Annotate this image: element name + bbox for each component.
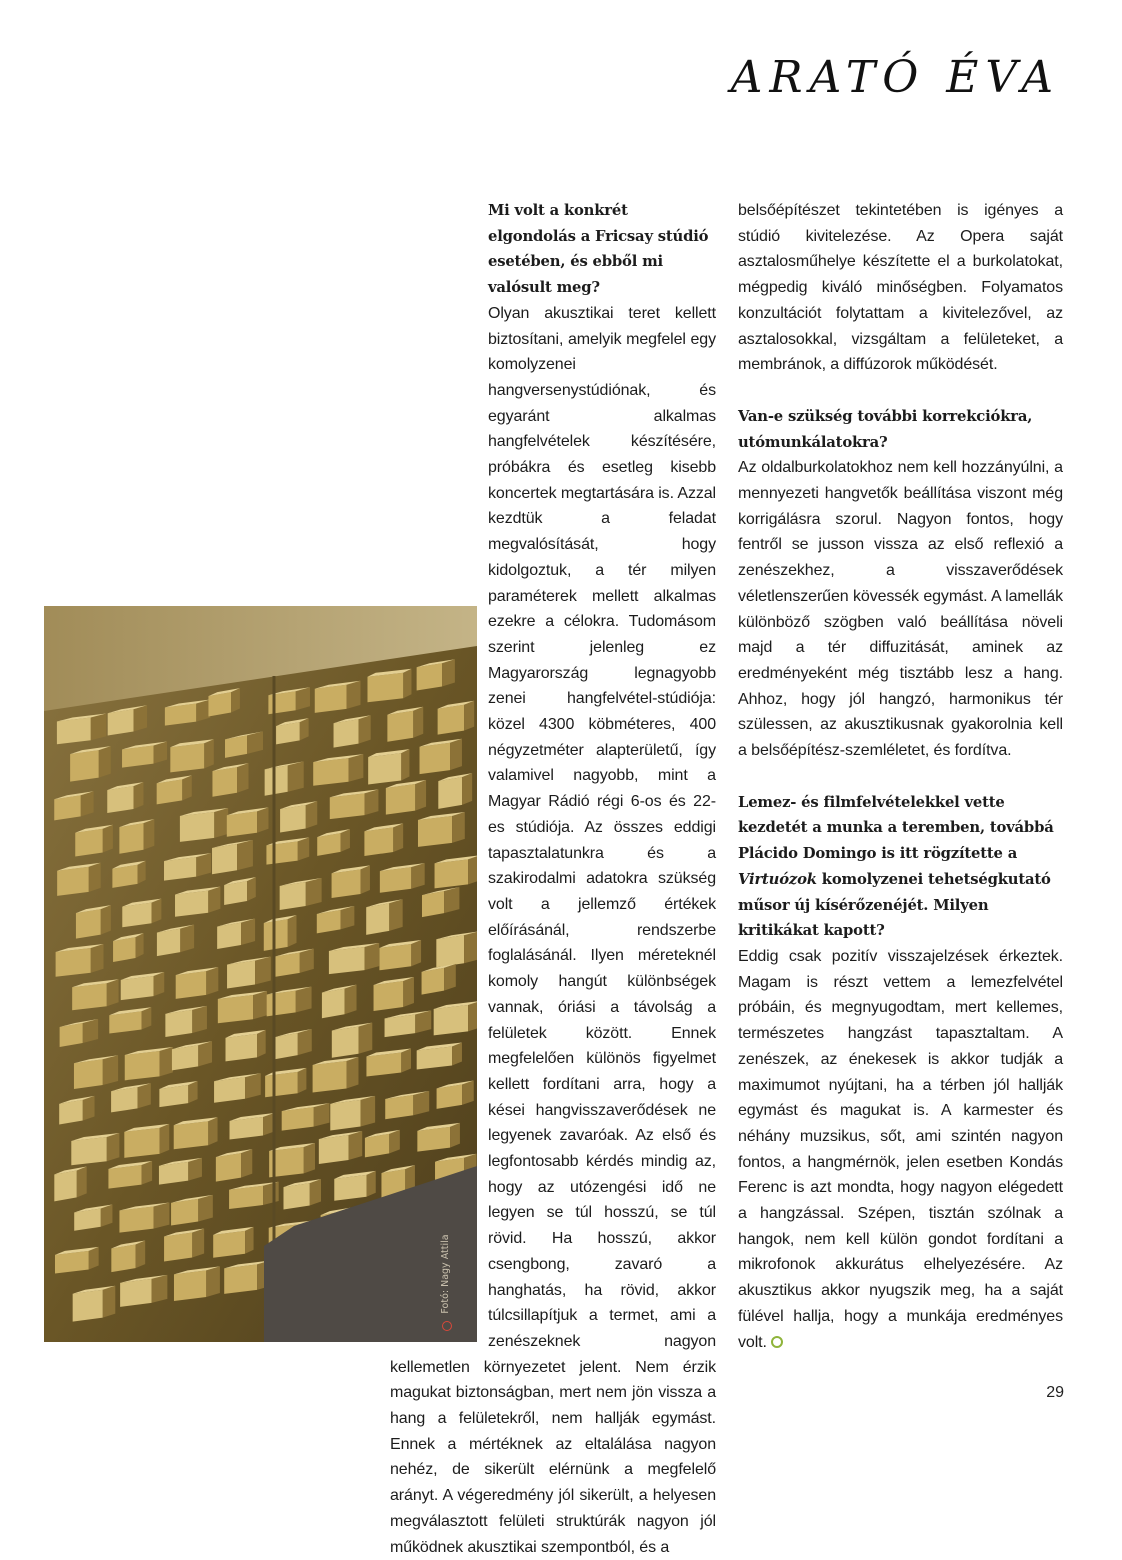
diffuser-block bbox=[136, 933, 144, 958]
diffuser-block bbox=[59, 1100, 83, 1125]
answer-2: Az oldalburkolatokhoz nem kell hozzányúlni, a mennyezeti hangvetők beállítása viszont még korrigálásra szorul. Nagyon fontos, hogy fentről se jusson vissza az első reflexió a zenészekhez, a visszaverődések véletlenszerűen kövessék egymást. A lamellák különböző szögben való beállítása növeli majd a tér diffuzitását, aminek az eredményeként még tisztább lesz a hang. Ahhoz, hogy jól hangzó, harmonikus tér szülessen, az akusztikusnak gyakorolnia kell a belsőépítész-szemléletet, és fordítva. bbox=[738, 459, 1063, 760]
diffuser-block bbox=[319, 1135, 349, 1164]
diffuser-block bbox=[103, 1055, 118, 1085]
diffuser-block bbox=[60, 1023, 83, 1047]
diffuser-block bbox=[265, 1072, 298, 1097]
diffuser-block bbox=[72, 983, 107, 1010]
photo-text-wrap bbox=[390, 601, 488, 1339]
diffuser-block bbox=[103, 1286, 116, 1318]
diffuser-block bbox=[83, 1096, 95, 1121]
diffuser-block bbox=[122, 903, 151, 928]
diffuser-block bbox=[214, 1077, 245, 1103]
diffuser-block bbox=[300, 949, 314, 973]
diffuser-block bbox=[314, 1103, 330, 1126]
diffuser-block bbox=[113, 937, 135, 962]
diffuser-block bbox=[213, 1231, 245, 1258]
diffuser-block bbox=[180, 925, 194, 952]
diffuser-block bbox=[212, 844, 237, 874]
diffuser-block bbox=[111, 1244, 135, 1272]
diffuser-block bbox=[120, 1279, 151, 1307]
diffuser-block bbox=[283, 1183, 309, 1209]
diffuser-block bbox=[208, 1117, 217, 1145]
diffuser-block bbox=[152, 1275, 168, 1303]
diffuser-block bbox=[226, 1034, 258, 1061]
diffuser-block bbox=[263, 1182, 279, 1205]
diffuser-block bbox=[54, 1171, 76, 1202]
diffuser-block bbox=[275, 1033, 297, 1059]
diffuser-block bbox=[257, 1030, 266, 1057]
diffuser-block bbox=[257, 807, 268, 832]
diffuser-block bbox=[54, 795, 81, 820]
diffuser-block bbox=[176, 971, 207, 999]
diffuser-block bbox=[241, 1149, 252, 1177]
diffuser-block bbox=[330, 793, 365, 819]
diffuser-block bbox=[164, 1232, 192, 1261]
diffuser-block bbox=[306, 801, 317, 828]
answer-3-text: Eddig csak pozitív visszajelzések érkeztek. Magam is részt vettem a lemezfelvétel próbáin, és megnyugodtam, mert kellemes, természetes hangzást tapasztaltam. A zenészek, az énekesek is akkor tudják a maximumot nyújtani, ha a térben jól hallják egymást és magukat is. A karmester és néhány muzsikus, sőt, ami szintén nagyon fontos, a hangmérnök, jelen esetben Kondás Ferenc is azt mondta, hogy nagyon elégedett a hangzással. Szépen, tisztán szólnak a hangok, nem kell külön gondot fordítani a mikrofonok akkurátus elhelyezésére. Az akusztikus akkor nyugszik meg, ha a saját fülével hallja, hogy a munkája eredményes volt. bbox=[738, 947, 1063, 1351]
diffuser-block bbox=[341, 906, 355, 929]
article-column-2 bbox=[738, 198, 1063, 1355]
diffuser-block bbox=[237, 763, 248, 793]
diffuser-block bbox=[198, 1041, 212, 1066]
diffuser-block bbox=[192, 1228, 204, 1257]
diffuser-block bbox=[366, 903, 389, 935]
diffuser-block bbox=[217, 923, 241, 949]
diffuser-block bbox=[89, 863, 101, 892]
answer-1: Olyan akusztikai teret kellett biztosítani, amelyik megfelel egy komolyzenei hangversenystúdiónak, és egyaránt alkalmas hangfelvételek készítésére, próbákra és esetleg kisebb koncertek megtartására is. Azzal kezdtük a feladat megvalósítását, hogy kidolgoztuk, a tér milyen paraméterek mellett alkalmas ezekre a célokra. Tudomásom szerint jelenleg ez Magyarország legnagyobb zenei hangfelvétel-stúdiója: közel 4300 köbméteres, 400 négyzetméter alapterületű, így valamivel nagyobb, mint a Magyar Rádió régi 6-os és 22-es stúdiója. Az összes eddigi tapasztalatunkra és a szakirodalmi adatokra szükség volt a jellemző értékek előírásánál, rendszerbe foglalásánál. Ilyen méreteknél komoly hangút különbségek vannak, óriási a távolság a felületek között. Ennek megfelelően különös figyelmet kellett fordítani arra, hogy a kései hangvisszaverődések ne legyenek zavaróak. Az első és legfontosabb kérdés mindig az, hogy az utózengési idő ne legyen se túl hosszú, se túl rövid. Ha hosszú, akkor csengbong, zavaró a hanghatás, ha rövid, akkor túlcsillapítjuk a termet, ami a zenészeknek nagyon kellemetlen környezetet jelent. Nem érzik magukat biztonságban, mert nem jön vissza a hang a felületekről, nem hallják egymást. Ennek a mértéknek az eltalálása nagyon nehéz, de sikerült elérnünk a megfelelő arányt. A végeredmény jól sikerült, a helyesen megválasztott felületi struktúrák nagyon jól működnek akusztikai szempontból, és a bbox=[390, 304, 717, 1556]
diffuser-block bbox=[315, 685, 347, 713]
diffuser-block bbox=[107, 1133, 120, 1161]
diffuser-block bbox=[282, 1107, 314, 1130]
diffuser-block bbox=[341, 829, 350, 852]
diffuser-block bbox=[174, 1270, 206, 1301]
diffuser-block bbox=[322, 989, 345, 1019]
diffuser-block bbox=[188, 1158, 202, 1181]
diffuser-block bbox=[57, 717, 91, 744]
diffuser-block bbox=[365, 789, 379, 815]
diffuser-block bbox=[334, 1175, 366, 1201]
diffuser-block bbox=[160, 1124, 170, 1154]
diffuser-block bbox=[347, 1057, 359, 1088]
diffuser-block bbox=[160, 1047, 173, 1076]
diffuser-block bbox=[313, 758, 348, 786]
diffuser-block bbox=[280, 805, 306, 832]
diffuser-block bbox=[57, 867, 89, 896]
diffuser-block bbox=[154, 972, 165, 996]
diffuser-block bbox=[218, 995, 253, 1023]
diffuser-block bbox=[237, 840, 253, 870]
diffuser-block bbox=[224, 1264, 257, 1293]
diffuser-block bbox=[347, 681, 361, 709]
diffuser-block bbox=[231, 688, 240, 712]
diffuser-block bbox=[76, 909, 101, 939]
diffuser-block bbox=[288, 761, 304, 791]
diffuser-block bbox=[77, 1167, 87, 1198]
diffuser-block bbox=[275, 953, 300, 977]
diffuser-block bbox=[107, 786, 133, 813]
diffuser-block bbox=[359, 715, 371, 743]
diffuser-block bbox=[175, 891, 208, 917]
diffuser-block bbox=[56, 948, 91, 977]
diffuser-block bbox=[245, 1073, 261, 1099]
diffuser-block bbox=[208, 887, 220, 913]
diffuser-block bbox=[329, 947, 365, 974]
diffuser-block bbox=[152, 899, 162, 924]
diffuser-block bbox=[280, 882, 306, 910]
diffuser-block bbox=[154, 1202, 170, 1228]
diffuser-block bbox=[124, 1128, 159, 1158]
page-number: 29 bbox=[1046, 1384, 1064, 1401]
diffuser-block bbox=[255, 957, 271, 985]
diffuser-block bbox=[172, 1045, 198, 1070]
photo-credit-text: Fotó: Nagy Attila bbox=[440, 1234, 451, 1314]
diffuser-block bbox=[204, 739, 214, 768]
diffuser-block bbox=[180, 812, 214, 842]
diffuser-block bbox=[298, 837, 309, 860]
diffuser-block bbox=[101, 905, 111, 935]
diffuser-block bbox=[138, 1083, 151, 1108]
diffuser-block bbox=[206, 967, 218, 995]
question-3-part2: komolyzenei tehetségkutató műsor új kísérőzenéjét. Milyen kritikákat kapott? bbox=[738, 870, 1051, 940]
diffuser-block bbox=[164, 857, 196, 880]
diffuser-block bbox=[247, 877, 256, 901]
diffuser-block bbox=[206, 1266, 220, 1297]
diffuser-block bbox=[359, 1023, 373, 1054]
diffuser-block bbox=[212, 767, 237, 797]
diffuser-block bbox=[83, 1019, 98, 1043]
diffuser-block bbox=[265, 765, 288, 795]
diffuser-block bbox=[361, 1096, 376, 1127]
diffuser-block bbox=[310, 1179, 321, 1205]
diffuser-block bbox=[136, 1240, 146, 1268]
diffuser-block bbox=[298, 1068, 307, 1093]
diffuser-block bbox=[367, 1171, 376, 1197]
diffuser-block bbox=[103, 825, 113, 853]
diffuser-block bbox=[107, 979, 119, 1006]
diffuser-block bbox=[111, 1087, 137, 1112]
diffuser-block bbox=[330, 1100, 360, 1131]
diffuser-block bbox=[245, 1227, 254, 1254]
diffuser-block bbox=[229, 1186, 263, 1209]
question-3 bbox=[738, 790, 1063, 944]
diffuser-block bbox=[266, 841, 297, 864]
question-3-title: Virtuózok bbox=[738, 870, 817, 888]
diffuser-block bbox=[288, 915, 297, 947]
diffuser-block bbox=[91, 713, 107, 740]
diffuser-block bbox=[332, 869, 361, 898]
diffuser-block bbox=[365, 943, 380, 970]
diffuser-block bbox=[224, 881, 247, 905]
diffuser-block bbox=[171, 1199, 198, 1226]
answer-3 bbox=[738, 944, 1063, 1355]
diffuser-block bbox=[296, 987, 312, 1013]
diffuser-block bbox=[142, 1161, 153, 1185]
diffuser-block bbox=[174, 1121, 209, 1149]
diffuser-block bbox=[71, 1137, 106, 1165]
diffuser-block bbox=[73, 1290, 103, 1322]
end-mark-icon bbox=[771, 1336, 783, 1348]
diffuser-block bbox=[313, 1061, 347, 1092]
diffuser-block bbox=[317, 833, 340, 856]
diffuser-block bbox=[227, 961, 255, 989]
diffuser-block bbox=[345, 985, 357, 1015]
diffuser-block bbox=[75, 829, 103, 857]
diffuser-block bbox=[119, 1206, 153, 1232]
diffuser-block bbox=[125, 1051, 160, 1080]
diffuser-block bbox=[159, 1162, 188, 1185]
answer-1-continued: belsőépítészet tekintetében is igényes a stúdió kivitelezése. Az Opera saját asztalosműhelye készítette el a burkolatokat, mégpedig kiváló minőségben. Folyamatos konzultációt folytattam a kivitelezővel, az asztalosokkal, vizsgáltam a felületeket, a membránok, a diffúzorok működését. bbox=[738, 202, 1063, 374]
diffuser-block bbox=[216, 1153, 241, 1181]
diffuser-block bbox=[365, 1134, 389, 1158]
diffuser-block bbox=[192, 1006, 207, 1033]
diffuser-block bbox=[99, 746, 111, 778]
diffuser-block bbox=[182, 775, 191, 800]
diffuser-block bbox=[91, 944, 104, 973]
diffuser-block bbox=[361, 865, 370, 894]
diffuser-block bbox=[214, 808, 228, 838]
diffuser-block bbox=[138, 861, 146, 884]
diffuser-block bbox=[112, 865, 137, 888]
diffuser-block bbox=[208, 692, 231, 716]
diffuser-block bbox=[227, 811, 257, 836]
diffuser-block bbox=[253, 991, 267, 1019]
diffuser-block bbox=[108, 1165, 141, 1189]
diffuser-block bbox=[296, 687, 310, 710]
diffuser-block bbox=[241, 919, 255, 945]
author-title: ARATÓ ÉVA bbox=[730, 52, 1060, 103]
diffuser-block bbox=[364, 827, 393, 856]
diffuser-block bbox=[267, 991, 296, 1017]
diffuser-block bbox=[264, 919, 288, 951]
question-2: Van-e szükség további korrekciókra, utómunkálatokra? bbox=[738, 407, 1033, 451]
diffuser-block bbox=[334, 719, 359, 747]
diffuser-block bbox=[196, 853, 211, 876]
question-1: Mi volt a konkrét elgondolás a Fricsay stúdió esetében, és ebből mi valósult meg? bbox=[488, 202, 709, 297]
diffuser-block bbox=[157, 929, 180, 956]
diffuser-block bbox=[317, 910, 341, 933]
diffuser-block bbox=[144, 819, 155, 850]
diffuser-block bbox=[349, 754, 364, 782]
diffuser-block bbox=[74, 1059, 103, 1089]
diffuser-block bbox=[108, 709, 134, 735]
diffuser-block bbox=[304, 1143, 315, 1173]
question-3-part1: Lemez- és filmfelvételekkel vette kezdetét a munka a teremben, továbbá Plácido Domingo is itt rögzítette a bbox=[738, 793, 1054, 863]
diffuser-block bbox=[121, 976, 154, 1000]
diffuser-block bbox=[165, 1010, 192, 1037]
diffuser-block bbox=[157, 779, 183, 804]
diffuser-block bbox=[70, 750, 99, 782]
diffuser-block bbox=[298, 1029, 312, 1055]
diffuser-block bbox=[332, 1027, 359, 1058]
diffuser-block bbox=[119, 823, 143, 854]
diffuser-block bbox=[170, 743, 204, 772]
article-column-1 bbox=[390, 198, 716, 1560]
diffuser-block bbox=[81, 791, 94, 816]
diffuser-block bbox=[198, 1195, 213, 1222]
diffuser-block bbox=[306, 878, 322, 906]
diffuser-block bbox=[134, 782, 144, 809]
diffuser-block bbox=[134, 705, 148, 731]
diffuser-block bbox=[349, 1131, 363, 1160]
